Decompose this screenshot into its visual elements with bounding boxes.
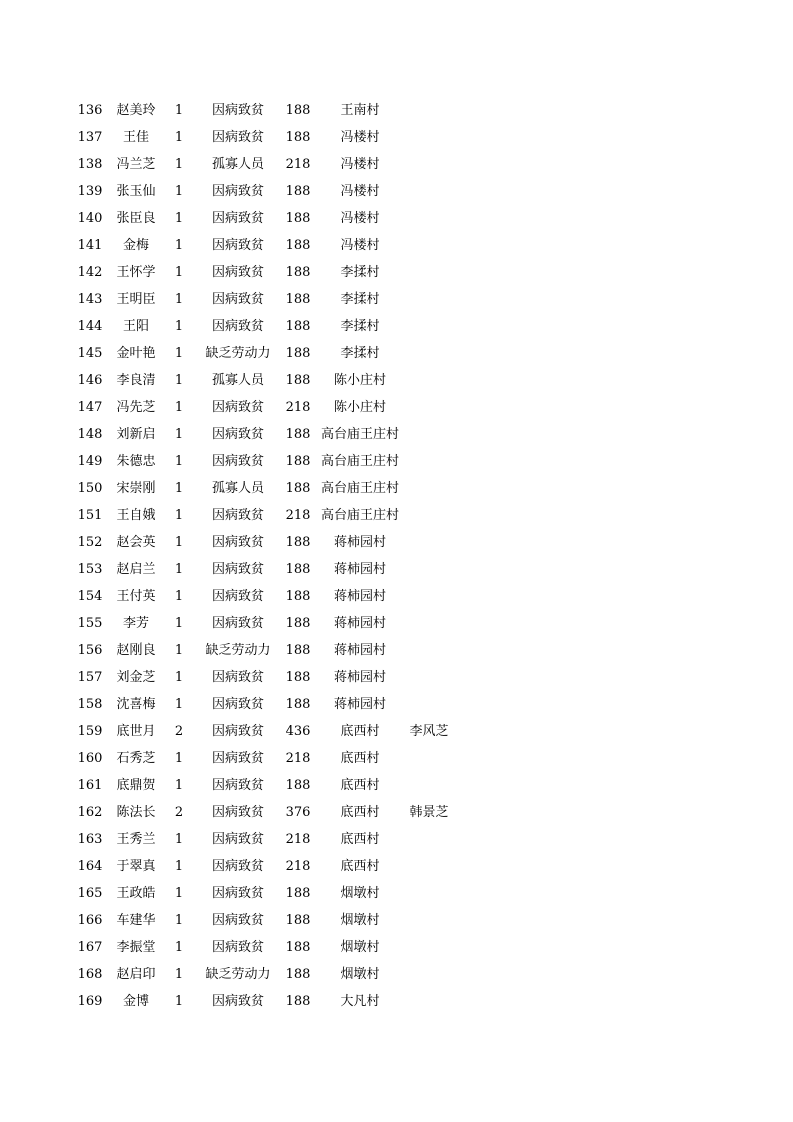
poverty-reason: 因病致贫 (211, 832, 264, 847)
village-name: 冯楼村 (340, 184, 380, 199)
village-name: 底西村 (340, 805, 380, 820)
person-name: 王秀兰 (116, 832, 156, 847)
subsidy-amount: 188 (285, 211, 311, 226)
poverty-reason: 因病致贫 (211, 508, 264, 523)
household-count: 1 (174, 913, 184, 928)
family-member-name: 韩景芝 (409, 805, 449, 820)
poverty-reason: 因病致贫 (211, 454, 264, 469)
village-name: 烟墩村 (340, 940, 380, 955)
table-row (0, 934, 793, 961)
village-name: 蒋柿园村 (333, 589, 386, 604)
table-row (0, 313, 793, 340)
household-count: 1 (174, 562, 184, 577)
household-count: 1 (174, 697, 184, 712)
poverty-reason: 因病致贫 (211, 103, 264, 118)
row-number: 148 (77, 427, 103, 442)
poverty-reason: 因病致贫 (211, 427, 264, 442)
subsidy-amount: 218 (285, 832, 311, 847)
person-name: 冯兰芝 (116, 157, 156, 172)
table-row (0, 421, 793, 448)
poverty-reason: 因病致贫 (211, 913, 264, 928)
village-name: 李揉村 (340, 319, 380, 334)
household-count: 1 (174, 940, 184, 955)
row-number: 141 (77, 238, 103, 253)
household-count: 1 (174, 319, 184, 334)
row-number: 159 (77, 724, 103, 739)
row-number: 156 (77, 643, 103, 658)
table-row (0, 583, 793, 610)
person-name: 底鼎贺 (116, 778, 156, 793)
household-count: 1 (174, 211, 184, 226)
subsidy-amount: 188 (285, 184, 311, 199)
table-row (0, 502, 793, 529)
subsidy-amount: 188 (285, 427, 311, 442)
person-name: 金叶艳 (116, 346, 156, 361)
household-count: 1 (174, 643, 184, 658)
person-name: 赵启印 (116, 967, 156, 982)
subsidy-amount: 188 (285, 697, 311, 712)
household-count: 1 (174, 886, 184, 901)
table-row (0, 988, 793, 1015)
row-number: 165 (77, 886, 103, 901)
poverty-reason: 因病致贫 (211, 211, 264, 226)
person-name: 冯先芝 (116, 400, 156, 415)
village-name: 底西村 (340, 778, 380, 793)
poverty-reason: 因病致贫 (211, 319, 264, 334)
village-name: 蒋柿园村 (333, 670, 386, 685)
table-row (0, 124, 793, 151)
household-count: 1 (174, 265, 184, 280)
person-name: 王怀学 (116, 265, 156, 280)
table-row (0, 853, 793, 880)
subsidy-amount: 188 (285, 967, 311, 982)
village-name: 蒋柿园村 (333, 643, 386, 658)
village-name: 底西村 (340, 832, 380, 847)
row-number: 164 (77, 859, 103, 874)
village-name: 高台庙王庄村 (320, 481, 399, 496)
subsidy-amount: 188 (285, 373, 311, 388)
household-count: 1 (174, 967, 184, 982)
poverty-reason: 因病致贫 (211, 265, 264, 280)
subsidy-amount: 188 (285, 913, 311, 928)
table-row (0, 475, 793, 502)
row-number: 140 (77, 211, 103, 226)
subsidy-amount: 188 (285, 643, 311, 658)
village-name: 蒋柿园村 (333, 616, 386, 631)
subsidy-amount: 188 (285, 994, 311, 1009)
table-row (0, 232, 793, 259)
household-count: 1 (174, 778, 184, 793)
village-name: 冯楼村 (340, 211, 380, 226)
poverty-reason: 因病致贫 (211, 400, 264, 415)
table-row (0, 961, 793, 988)
poverty-reason: 因病致贫 (211, 130, 264, 145)
person-name: 张臣良 (116, 211, 156, 226)
person-name: 刘新启 (116, 427, 156, 442)
village-name: 蒋柿园村 (333, 697, 386, 712)
person-name: 张玉仙 (116, 184, 156, 199)
village-name: 底西村 (340, 751, 380, 766)
subsidy-amount: 188 (285, 616, 311, 631)
row-number: 167 (77, 940, 103, 955)
poverty-reason: 因病致贫 (211, 562, 264, 577)
row-number: 154 (77, 589, 103, 604)
poverty-reason: 因病致贫 (211, 859, 264, 874)
poverty-reason: 因病致贫 (211, 670, 264, 685)
poverty-reason: 孤寡人员 (211, 157, 264, 172)
subsidy-amount: 188 (285, 670, 311, 685)
row-number: 160 (77, 751, 103, 766)
subsidy-amount: 188 (285, 319, 311, 334)
subsidy-amount: 188 (285, 535, 311, 550)
poverty-reason: 因病致贫 (211, 184, 264, 199)
family-member-name: 李风芝 (409, 724, 449, 739)
poverty-reason: 因病致贫 (211, 697, 264, 712)
subsidy-amount: 376 (285, 805, 311, 820)
household-count: 1 (174, 751, 184, 766)
household-count: 1 (174, 589, 184, 604)
subsidy-amount: 188 (285, 886, 311, 901)
household-count: 1 (174, 616, 184, 631)
household-count: 1 (174, 427, 184, 442)
subsidy-amount: 188 (285, 130, 311, 145)
row-number: 137 (77, 130, 103, 145)
household-count: 1 (174, 508, 184, 523)
household-count: 1 (174, 103, 184, 118)
household-count: 1 (174, 184, 184, 199)
village-name: 烟墩村 (340, 967, 380, 982)
table-row (0, 259, 793, 286)
poverty-reason: 因病致贫 (211, 724, 264, 739)
table-row (0, 745, 793, 772)
row-number: 149 (77, 454, 103, 469)
person-name: 赵刚良 (116, 643, 156, 658)
table-row (0, 286, 793, 313)
person-name: 刘金芝 (116, 670, 156, 685)
person-name: 宋崇刚 (116, 481, 156, 496)
poverty-reason: 因病致贫 (211, 589, 264, 604)
table-row (0, 691, 793, 718)
village-name: 高台庙王庄村 (320, 508, 399, 523)
subsidy-amount: 188 (285, 346, 311, 361)
table-row (0, 880, 793, 907)
subsidy-amount: 188 (285, 562, 311, 577)
poverty-reason: 孤寡人员 (211, 481, 264, 496)
record-table (0, 97, 793, 1015)
village-name: 陈小庄村 (333, 400, 386, 415)
row-number: 145 (77, 346, 103, 361)
row-number: 161 (77, 778, 103, 793)
poverty-reason: 孤寡人员 (211, 373, 264, 388)
poverty-reason: 缺乏劳动力 (205, 967, 271, 982)
person-name: 李芳 (122, 616, 149, 631)
household-count: 1 (174, 832, 184, 847)
table-row (0, 826, 793, 853)
village-name: 蒋柿园村 (333, 562, 386, 577)
village-name: 李揉村 (340, 292, 380, 307)
row-number: 136 (77, 103, 103, 118)
subsidy-amount: 218 (285, 400, 311, 415)
table-row (0, 529, 793, 556)
subsidy-amount: 218 (285, 751, 311, 766)
table-row (0, 664, 793, 691)
poverty-reason: 因病致贫 (211, 751, 264, 766)
person-name: 王自娥 (116, 508, 156, 523)
poverty-reason: 因病致贫 (211, 778, 264, 793)
person-name: 沈喜梅 (116, 697, 156, 712)
row-number: 150 (77, 481, 103, 496)
poverty-reason: 因病致贫 (211, 535, 264, 550)
village-name: 冯楼村 (340, 238, 380, 253)
household-count: 2 (174, 724, 184, 739)
person-name: 王政皓 (116, 886, 156, 901)
village-name: 大凡村 (340, 994, 380, 1009)
table-row (0, 205, 793, 232)
poverty-reason: 因病致贫 (211, 886, 264, 901)
subsidy-amount: 188 (285, 940, 311, 955)
table-row (0, 97, 793, 124)
household-count: 1 (174, 130, 184, 145)
person-name: 王佳 (122, 130, 149, 145)
poverty-reason: 缺乏劳动力 (205, 643, 271, 658)
row-number: 153 (77, 562, 103, 577)
poverty-reason: 因病致贫 (211, 940, 264, 955)
row-number: 169 (77, 994, 103, 1009)
table-row (0, 907, 793, 934)
village-name: 李揉村 (340, 265, 380, 280)
person-name: 车建华 (116, 913, 156, 928)
household-count: 1 (174, 400, 184, 415)
subsidy-amount: 188 (285, 454, 311, 469)
household-count: 1 (174, 859, 184, 874)
table-row (0, 637, 793, 664)
village-name: 李揉村 (340, 346, 380, 361)
village-name: 蒋柿园村 (333, 535, 386, 550)
village-name: 陈小庄村 (333, 373, 386, 388)
subsidy-amount: 218 (285, 157, 311, 172)
row-number: 146 (77, 373, 103, 388)
row-number: 144 (77, 319, 103, 334)
row-number: 142 (77, 265, 103, 280)
person-name: 底世月 (116, 724, 156, 739)
subsidy-amount: 218 (285, 859, 311, 874)
household-count: 1 (174, 346, 184, 361)
person-name: 于翠真 (116, 859, 156, 874)
person-name: 赵启兰 (116, 562, 156, 577)
subsidy-amount: 188 (285, 103, 311, 118)
village-name: 冯楼村 (340, 130, 380, 145)
person-name: 李良清 (116, 373, 156, 388)
row-number: 138 (77, 157, 103, 172)
person-name: 赵会英 (116, 535, 156, 550)
village-name: 烟墩村 (340, 913, 380, 928)
village-name: 冯楼村 (340, 157, 380, 172)
household-count: 1 (174, 373, 184, 388)
village-name: 烟墩村 (340, 886, 380, 901)
person-name: 陈法长 (116, 805, 156, 820)
row-number: 143 (77, 292, 103, 307)
row-number: 166 (77, 913, 103, 928)
table-row (0, 367, 793, 394)
table-row (0, 556, 793, 583)
village-name: 底西村 (340, 859, 380, 874)
row-number: 151 (77, 508, 103, 523)
village-name: 底西村 (340, 724, 380, 739)
poverty-reason: 因病致贫 (211, 616, 264, 631)
household-count: 2 (174, 805, 184, 820)
household-count: 1 (174, 238, 184, 253)
row-number: 162 (77, 805, 103, 820)
row-number: 168 (77, 967, 103, 982)
poverty-reason: 因病致贫 (211, 238, 264, 253)
poverty-reason: 缺乏劳动力 (205, 346, 271, 361)
poverty-reason: 因病致贫 (211, 292, 264, 307)
row-number: 158 (77, 697, 103, 712)
table-row (0, 151, 793, 178)
village-name: 王南村 (340, 103, 380, 118)
person-name: 王阳 (122, 319, 149, 334)
table-row (0, 610, 793, 637)
village-name: 高台庙王庄村 (320, 427, 399, 442)
poverty-reason: 因病致贫 (211, 994, 264, 1009)
row-number: 157 (77, 670, 103, 685)
table-row (0, 178, 793, 205)
subsidy-amount: 188 (285, 589, 311, 604)
table-row (0, 394, 793, 421)
table-row (0, 718, 793, 745)
poverty-reason: 因病致贫 (211, 805, 264, 820)
person-name: 赵美玲 (116, 103, 156, 118)
person-name: 王明臣 (116, 292, 156, 307)
table-row (0, 772, 793, 799)
subsidy-amount: 218 (285, 508, 311, 523)
person-name: 李振堂 (116, 940, 156, 955)
household-count: 1 (174, 454, 184, 469)
person-name: 王付英 (116, 589, 156, 604)
household-count: 1 (174, 292, 184, 307)
household-count: 1 (174, 994, 184, 1009)
row-number: 163 (77, 832, 103, 847)
row-number: 139 (77, 184, 103, 199)
subsidy-amount: 188 (285, 778, 311, 793)
row-number: 155 (77, 616, 103, 631)
table-row (0, 340, 793, 367)
household-count: 1 (174, 670, 184, 685)
person-name: 金梅 (122, 238, 149, 253)
subsidy-amount: 188 (285, 481, 311, 496)
subsidy-amount: 188 (285, 265, 311, 280)
row-number: 152 (77, 535, 103, 550)
table-row (0, 448, 793, 475)
table-row (0, 799, 793, 826)
village-name: 高台庙王庄村 (320, 454, 399, 469)
person-name: 石秀芝 (116, 751, 156, 766)
person-name: 朱德忠 (116, 454, 156, 469)
subsidy-amount: 436 (285, 724, 311, 739)
person-name: 金博 (122, 994, 149, 1009)
household-count: 1 (174, 481, 184, 496)
subsidy-amount: 188 (285, 238, 311, 253)
subsidy-amount: 188 (285, 292, 311, 307)
household-count: 1 (174, 535, 184, 550)
household-count: 1 (174, 157, 184, 172)
row-number: 147 (77, 400, 103, 415)
